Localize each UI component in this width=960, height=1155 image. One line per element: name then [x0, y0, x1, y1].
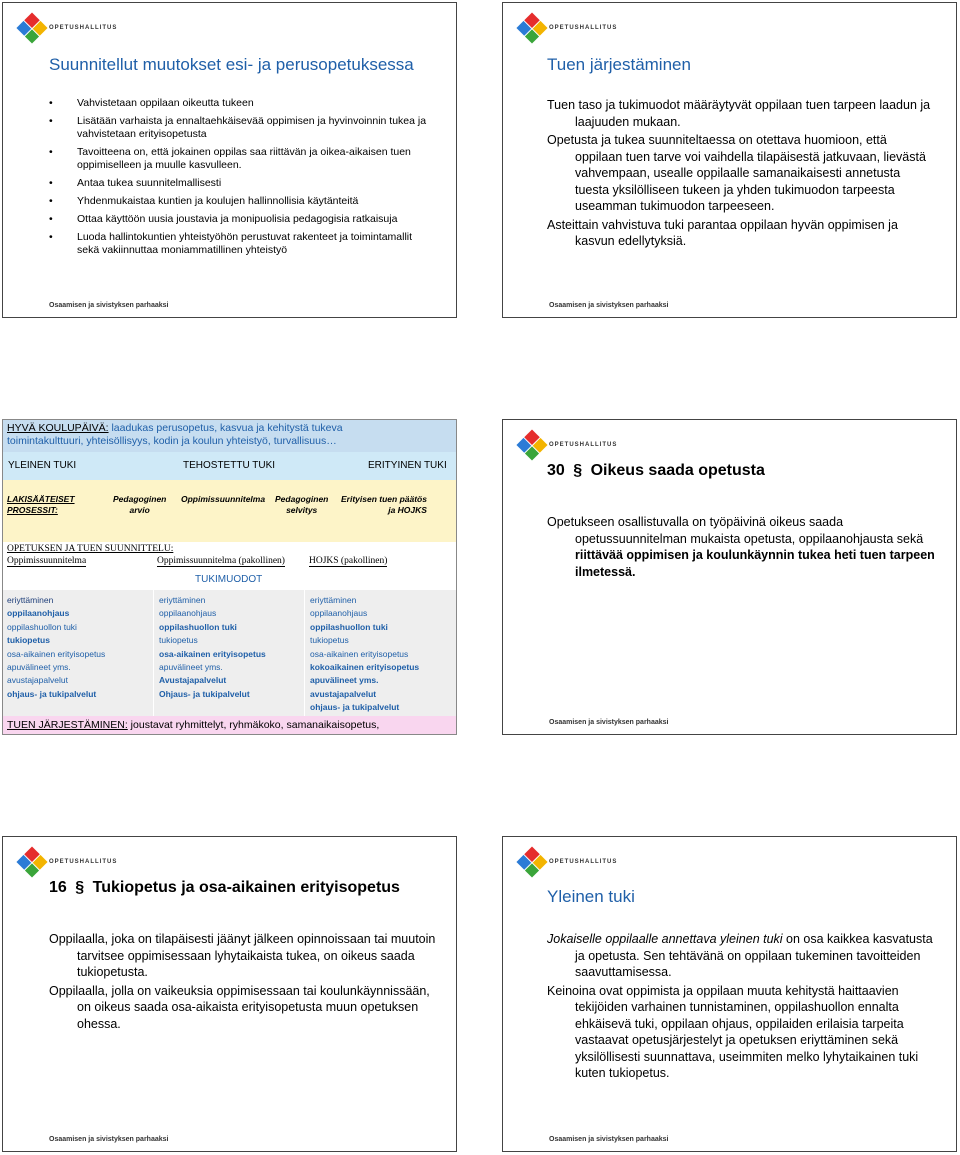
logo-text: OPETUSHALLITUS — [49, 25, 118, 31]
opetushallitus-logo-icon — [516, 12, 547, 43]
list-item: kokoaikainen erityisopetus — [310, 662, 420, 673]
logo — [521, 434, 617, 456]
banner-label: HYVÄ KOULUPÄIVÄ: — [7, 422, 109, 434]
opetushallitus-logo-icon — [516, 429, 547, 460]
list-item: tukiopetus — [310, 635, 349, 646]
support-forms-label: TUKIMUODOT — [195, 574, 263, 585]
slide-title: Tuen järjestäminen — [547, 55, 691, 74]
list-item: • Yhdenmukaistaa kuntien ja koulujen hallinnollisia käytänteitä — [49, 195, 434, 208]
slide-title: 16 § Tukiopetus ja osa-aikainen erityisopetus — [49, 879, 400, 896]
process-item: Pedagoginen arvio — [113, 494, 167, 515]
banner-text: laadukas perusopetus, kasvua ja kehitystä tukeva — [108, 422, 343, 434]
section-sign-icon: § — [75, 879, 85, 896]
list-item: apuvälineet yms. — [310, 675, 379, 686]
logo — [521, 17, 617, 39]
slide-title: Suunnitellut muutokset esi- ja perusopetuksessa — [49, 55, 414, 74]
list-item: osa-aikainen erityisopetus — [159, 648, 266, 659]
plan-item: HOJKS (pakollinen) — [309, 556, 388, 566]
list-item: oppilaanohjaus — [7, 608, 70, 619]
logo — [521, 851, 617, 873]
processes-section — [3, 480, 456, 542]
list-item: • Lisätään varhaista ja ennaltaehkäisevää oppimisen ja hyvinvoinnin tukea ja vahvistetaan erityisopetusta — [49, 115, 434, 141]
logo — [21, 17, 117, 39]
slide-2 — [502, 2, 957, 318]
plan-item: Oppimissuunnitelma — [7, 556, 87, 566]
list-item: oppilaanohjaus — [159, 608, 217, 619]
footer-text: Osaamisen ja sivistyksen parhaaksi — [49, 302, 169, 309]
list-item: eriyttäminen — [310, 595, 357, 605]
column-general — [3, 594, 153, 714]
logo-text: OPETUSHALLITUS — [549, 25, 618, 31]
plan-item: Oppimissuunnitelma (pakollinen) — [157, 556, 285, 566]
list-item: avustajapalvelut — [7, 675, 68, 686]
paragraph: Oppilaalla, jolla on vaikeuksia oppimisessaan tai koulunkäynnissään, on oikeus saada osa-aikaista erityisopetusta muun opetuksen ohessa. — [49, 983, 430, 1031]
slide-body — [547, 514, 937, 582]
footer-text: Osaamisen ja sivistyksen parhaaksi — [49, 1136, 169, 1143]
list-item: ohjaus- ja tukipalvelut — [310, 702, 400, 713]
list-item: osa-aikainen erityisopetus — [7, 648, 106, 659]
banner-text-2: toimintakulttuuri, yhteisöllisyys, kodin ja koulun yhteistyö, turvallisuus… — [7, 435, 337, 447]
section-sign-icon: § — [573, 462, 583, 479]
opetushallitus-logo-icon — [16, 846, 47, 877]
slide-6 — [502, 836, 957, 1152]
slide-title: Yleinen tuki — [547, 887, 635, 906]
list-item: Avustajapalvelut — [159, 675, 227, 686]
good-school-day-banner — [3, 420, 456, 452]
logo — [21, 851, 117, 873]
list-item: • Antaa tukea suunnitelmallisesti — [49, 177, 434, 190]
paragraph: Asteittain vahvistuva tuki parantaa oppilaan hyvän oppimisen ja kasvun edellytyksiä. — [547, 217, 898, 248]
paragraph: Jokaiselle oppilaalle annettava yleinen tuki on osa kaikkea kasvatusta ja opetusta. Sen tehtävänä on oppilaan tukeminen tavoitteiden saavuttamisessa. — [547, 932, 933, 979]
processes-label: LAKISÄÄTEISET PROSESSIT: — [7, 494, 75, 515]
paragraph: Tuen taso ja tukimuodot määräytyvät oppilaan tuen tarpeen laadun ja laajuuden mukaan. — [547, 98, 931, 129]
paragraph: Oppilaalla, joka on tilapäisesti jäänyt jälkeen opinnoissaan tai muutoin tarvitsee oppimisessaan lyhytaikaista tukea, on oikeus saada tukiopetusta. — [49, 932, 436, 979]
list-item: tukiopetus — [159, 635, 198, 646]
slide-title: 30 § Oikeus saada opetusta — [547, 462, 765, 479]
slide-5 — [2, 836, 457, 1152]
process-item: Erityisen tuen päätös ja HOJKS — [341, 494, 427, 515]
support-levels-row — [3, 452, 456, 480]
list-item: • Ottaa käyttöön uusia joustavia ja monipuolisia pedagogisia ratkaisuja — [49, 213, 434, 226]
list-item: • Vahvistetaan oppilaan oikeutta tukeen — [49, 97, 434, 110]
footer-text: Osaamisen ja sivistyksen parhaaksi — [549, 302, 669, 309]
list-item: • Tavoitteena on, että jokainen oppilas saa riittävän ja oikea-aikaisen tuen oppimiselleen ja muulle kasvulleen. — [49, 146, 434, 172]
slide-body — [49, 931, 439, 1034]
slide-4 — [502, 419, 957, 735]
bullet-list — [49, 97, 434, 262]
list-item: oppilashuollon tuki — [159, 621, 237, 632]
list-item: tukiopetus — [7, 635, 50, 646]
arrangement-banner — [3, 716, 456, 735]
paragraph: Opetukseen osallistuvalla on työpäivinä oikeus saada opetussuunnitelman mukaista opetusta, oppilaanohjausta sekä riittävää oppimisen ja koulunkäynnin tukea heti tuen tarpeen ilmetessä. — [547, 515, 935, 579]
logo-text: OPETUSHALLITUS — [549, 442, 618, 448]
slide-1 — [2, 2, 457, 318]
footer-text: Osaamisen ja sivistyksen parhaaksi — [549, 719, 669, 726]
logo-text: OPETUSHALLITUS — [49, 859, 118, 865]
opetushallitus-logo-icon — [516, 846, 547, 877]
slide-body — [547, 97, 937, 252]
list-item: oppilaanohjaus — [310, 608, 368, 619]
level-intensified: TEHOSTETTU TUKI — [183, 460, 276, 471]
slide-3-diagram — [2, 419, 457, 735]
level-general: YLEINEN TUKI — [8, 460, 77, 471]
list-item: oppilashuollon tuki — [7, 621, 77, 632]
slide-body — [547, 931, 937, 1084]
level-special: ERITYINEN TUKI — [368, 460, 447, 471]
planning-label: OPETUKSEN JA TUEN SUUNNITTELU: — [7, 544, 174, 554]
list-item: osa-aikainen erityisopetus — [310, 648, 409, 659]
list-item: avustajapalvelut — [310, 688, 377, 699]
arrangement-text: joustavat ryhmittelyt, ryhmäkoko, samanaikaisopetus, — [127, 719, 380, 731]
paragraph: Opetusta ja tukea suunniteltaessa on otettava huomioon, että oppilaan tuen tarve voi vaihdella tilapäisestä jatkuvaan, lievästä vahvempaan, usealle oppilaalle samanaikaisesti annetusta tuesta yksilölliseen tukeen ja yhden tukimuodon tarpeesta useamman tukimuodon tarpeeseen. — [547, 133, 926, 213]
footer-text: Osaamisen ja sivistyksen parhaaksi — [549, 1136, 669, 1143]
process-item: Oppimissuunnitelma — [181, 494, 266, 504]
list-item: eriyttäminen — [159, 595, 206, 605]
list-item: ohjaus- ja tukipalvelut — [7, 688, 97, 699]
column-intensified — [153, 590, 305, 716]
process-item: Pedagoginen selvitys — [275, 494, 329, 515]
opetushallitus-logo-icon — [16, 12, 47, 43]
logo-text: OPETUSHALLITUS — [549, 859, 618, 865]
arrangement-label: TUEN JÄRJESTÄMINEN: — [7, 719, 128, 731]
list-item: apuvälineet yms. — [7, 662, 71, 673]
list-item: • Luoda hallintokuntien yhteistyöhön perustuvat rakenteet ja toimintamallit sekä vakiinnuttaa moniammatillinen yhteistyö — [49, 231, 434, 257]
list-item: apuvälineet yms. — [159, 662, 223, 673]
list-item: oppilashuollon tuki — [310, 621, 388, 632]
planning-section — [3, 542, 456, 590]
list-item: eriyttäminen — [7, 595, 54, 605]
column-special — [305, 594, 457, 716]
paragraph: Keinoina ovat oppimista ja oppilaan muuta kehitystä haittaavien tekijöiden varhainen tunnistaminen, oppilashuollon ennalta ehkäisevä tuki, oppilaan ohjaus, oppilaiden erilaisia tarpeita vastaavat opetusjärjestelyt ja opetuksen eriyttäminen sekä yksilöllisesti suunnattava, useimmiten melko lyhytaikainen tuki kuten tukiopetus. — [547, 983, 919, 1080]
list-item: Ohjaus- ja tukipalvelut — [159, 688, 250, 699]
support-forms-columns — [3, 590, 456, 716]
